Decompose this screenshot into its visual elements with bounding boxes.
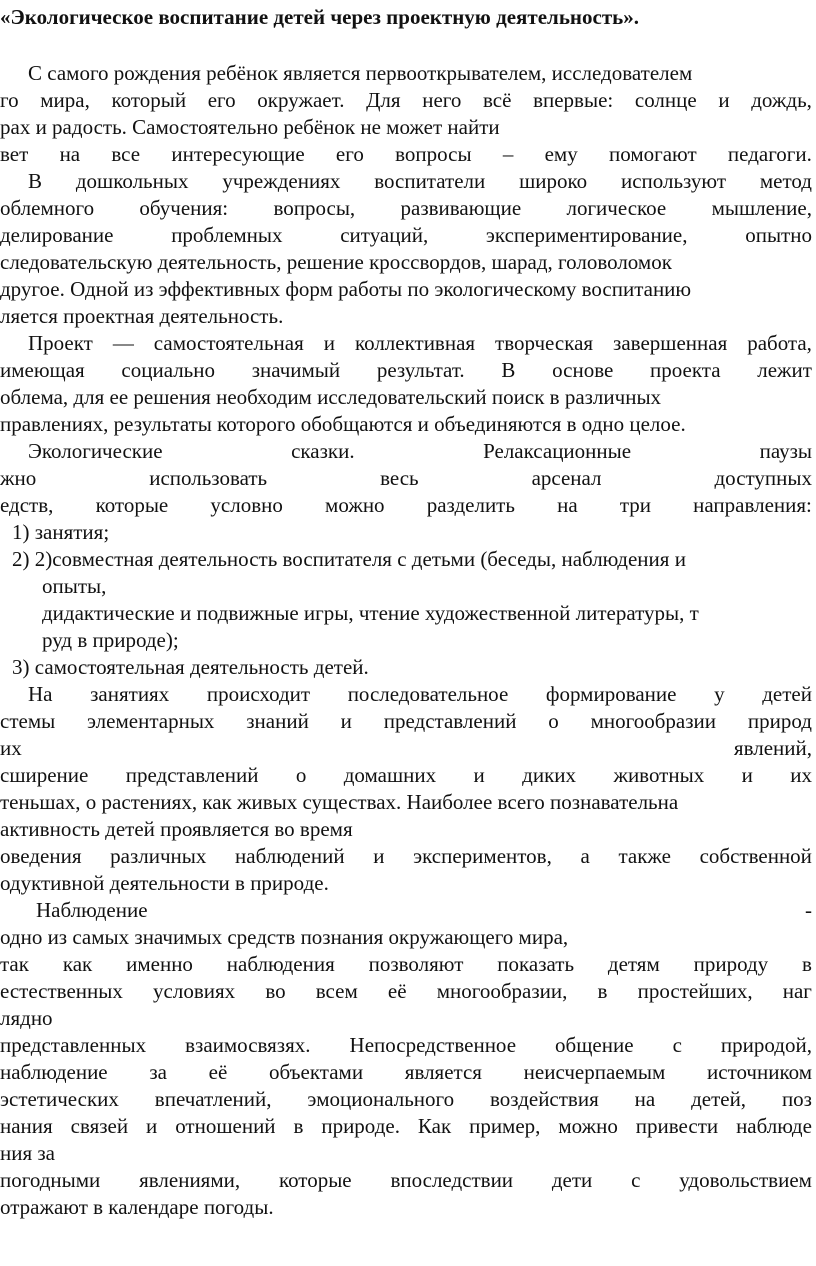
word: о	[295, 763, 307, 787]
paragraph-line	[0, 762, 812, 788]
paragraph-line: 1) занятия;	[12, 520, 110, 544]
word: дошкольных	[75, 169, 189, 193]
paragraph-line	[28, 681, 812, 707]
paragraph-line: ния за	[0, 1141, 56, 1165]
word: наблюде	[736, 1114, 812, 1138]
word: общение	[555, 1033, 634, 1057]
word: ему	[544, 142, 578, 166]
word: и	[340, 709, 352, 733]
paragraph-line	[0, 1032, 812, 1058]
word: многообразии	[590, 709, 717, 733]
word: мира,	[40, 88, 90, 112]
word: у	[714, 682, 725, 706]
word: так	[0, 952, 29, 976]
word: обучения:	[139, 196, 229, 220]
word: проекта	[650, 358, 721, 382]
word: детей	[762, 682, 812, 706]
word: о	[548, 709, 559, 733]
word: сказки.	[291, 439, 355, 463]
paragraph-line	[28, 168, 812, 194]
word: за	[149, 1060, 167, 1084]
word: едств,	[0, 493, 54, 517]
word: в	[293, 1114, 304, 1138]
paragraph-line: 3) самостоятельная деятельность детей.	[12, 655, 369, 679]
word: имеющая	[0, 358, 85, 382]
word: её	[387, 979, 407, 1003]
word: в	[597, 979, 608, 1003]
word: —	[112, 331, 134, 355]
word: на	[557, 493, 578, 517]
word: диких	[522, 763, 577, 787]
word: условиях	[153, 979, 236, 1003]
word: последовательное	[347, 682, 509, 706]
word: социально	[121, 358, 215, 382]
word: В	[501, 358, 516, 382]
word: и	[323, 331, 335, 355]
word: а	[580, 844, 590, 868]
word: на	[59, 142, 81, 166]
word: Релаксационные	[483, 439, 632, 463]
paragraph-line: другое. Одной из эффективных форм работы по экологическому воспитанию	[0, 277, 692, 301]
word: его	[207, 88, 236, 112]
word: позволяют	[368, 952, 464, 976]
word: результат.	[376, 358, 465, 382]
paragraph-line: рах и радость. Самостоятельно ребёнок не может найти	[0, 115, 500, 139]
word: простейших,	[637, 979, 753, 1003]
word: домашних	[343, 763, 437, 787]
word: дети	[551, 1168, 593, 1192]
word: объектами	[269, 1060, 364, 1084]
word: три	[619, 493, 651, 517]
paragraph-line: дидактические и подвижные игры, чтение художественной литературы, т	[42, 601, 699, 625]
word: стемы	[0, 709, 56, 733]
word: можно	[325, 493, 385, 517]
word: поз	[781, 1087, 812, 1111]
word: –	[502, 142, 514, 166]
paragraph-line: активность детей проявляется во время	[0, 817, 353, 841]
word: ситуаций,	[340, 223, 429, 247]
word: учреждениях	[222, 169, 341, 193]
word: все	[111, 142, 141, 166]
word: творческая	[495, 331, 594, 355]
word: природой,	[720, 1033, 812, 1057]
word: представлений	[125, 763, 259, 787]
word: использовать	[149, 466, 268, 490]
word: облемного	[0, 196, 95, 220]
paragraph-line	[0, 978, 812, 1004]
word: впечатлений,	[154, 1087, 272, 1111]
word: естественных	[0, 979, 123, 1003]
word: их	[790, 763, 812, 787]
word: наблюдение	[0, 1060, 108, 1084]
word: и	[718, 88, 730, 112]
word: природе.	[321, 1114, 400, 1138]
word: помогают	[608, 142, 697, 166]
word: занятиях	[90, 682, 170, 706]
word: её	[208, 1060, 228, 1084]
word: которые	[95, 493, 169, 517]
word: вет	[0, 142, 29, 166]
word: детям	[607, 952, 660, 976]
word: используют	[620, 169, 727, 193]
word: и	[741, 763, 753, 787]
document-title: «Экологическое воспитание детей через проектную деятельность».	[0, 5, 640, 29]
word: впоследствии	[390, 1168, 514, 1192]
word: привести	[635, 1114, 719, 1138]
word: впервые:	[533, 88, 614, 112]
word: с	[631, 1168, 641, 1192]
paragraph-line: теньшах, о растениях, как живых существах. Наиболее всего познавательна	[0, 790, 679, 814]
word: пример,	[469, 1114, 541, 1138]
paragraph-line	[0, 195, 812, 221]
word: формирование	[545, 682, 677, 706]
word: делирование	[0, 223, 114, 247]
word: самостоятельная	[153, 331, 304, 355]
word: солнце	[634, 88, 697, 112]
word: -	[805, 898, 812, 922]
word: логическое	[566, 196, 667, 220]
word: вопросы	[395, 142, 472, 166]
word: лежит	[757, 358, 812, 382]
paragraph-line	[0, 492, 812, 518]
word: всем	[315, 979, 358, 1003]
word: неисчерпаемым	[523, 1060, 666, 1084]
paragraph-line: лядно	[0, 1006, 53, 1030]
word: источником	[707, 1060, 812, 1084]
word: проблемных	[171, 223, 283, 247]
paragraph-line	[0, 1113, 812, 1139]
word: него	[422, 88, 462, 112]
word: представленных	[0, 1033, 147, 1057]
word: метод	[759, 169, 812, 193]
word: как	[62, 952, 93, 976]
word: жно	[0, 466, 37, 490]
word: связей	[70, 1114, 129, 1138]
word: различных	[110, 844, 207, 868]
word: работа,	[747, 331, 812, 355]
paragraph-line	[0, 951, 812, 977]
word: доступных	[714, 466, 812, 490]
word: и	[373, 844, 385, 868]
word: опытно	[745, 223, 812, 247]
word: погодными	[0, 1168, 101, 1192]
paragraph-line	[0, 708, 812, 734]
paragraph-line	[0, 87, 812, 113]
word: природ	[747, 709, 812, 733]
word: мышление,	[711, 196, 812, 220]
word: вопросы,	[273, 196, 356, 220]
word: явлениями,	[139, 1168, 241, 1192]
paragraph-line	[36, 897, 812, 923]
word: Наблюдение	[36, 898, 148, 922]
paragraph-line: С самого рождения ребёнок является первооткрывателем, исследователем	[28, 61, 693, 85]
word: экспериментов,	[413, 844, 552, 868]
word: разделить	[426, 493, 515, 517]
word: направления:	[693, 493, 812, 517]
word: Проект	[28, 331, 93, 355]
paragraph-line	[0, 465, 812, 491]
word: арсенал	[531, 466, 602, 490]
word: интересующие	[171, 142, 305, 166]
word: оведения	[0, 844, 82, 868]
word: и	[473, 763, 485, 787]
paragraph-line	[0, 357, 812, 383]
word: на	[634, 1087, 656, 1111]
word: является	[404, 1060, 482, 1084]
word: Непосредственное	[349, 1033, 517, 1057]
word: явлений,	[733, 736, 812, 760]
word: наблюдений	[235, 844, 345, 868]
word: широко	[519, 169, 588, 193]
paragraph-line	[0, 843, 812, 869]
word: его	[335, 142, 364, 166]
word: На	[28, 682, 53, 706]
word: показать	[497, 952, 575, 976]
word: и	[146, 1114, 158, 1138]
word: взаимосвязях.	[185, 1033, 311, 1057]
paragraph-line: руд в природе);	[42, 628, 179, 652]
word: сширение	[0, 763, 89, 787]
word: значимый	[251, 358, 341, 382]
paragraph-line	[0, 1059, 812, 1085]
word: элементарных	[87, 709, 215, 733]
word: именно	[126, 952, 193, 976]
word: воспитатели	[374, 169, 486, 193]
word: их	[0, 736, 22, 760]
word: также	[618, 844, 671, 868]
paragraph-line	[0, 222, 812, 248]
paragraph-line: одуктивной деятельности в природе.	[0, 871, 329, 895]
word: коллективная	[354, 331, 476, 355]
word: В	[28, 169, 43, 193]
word: весь	[380, 466, 419, 490]
word: го	[0, 88, 19, 112]
word: окружает.	[257, 88, 345, 112]
paragraph-line	[0, 141, 812, 167]
word: природу	[693, 952, 769, 976]
word: с	[672, 1033, 682, 1057]
word: который	[111, 88, 187, 112]
word: во	[265, 979, 286, 1003]
word: воздействия	[490, 1087, 599, 1111]
word: паузы	[759, 439, 812, 463]
word: отношений	[175, 1114, 276, 1138]
word: нания	[0, 1114, 53, 1138]
paragraph-line: правлениях, результаты которого обобщаются и объединяются в одно целое.	[0, 412, 686, 436]
paragraph-line	[28, 438, 812, 464]
paragraph-line	[0, 1086, 812, 1112]
word: дождь,	[751, 88, 812, 112]
paragraph-line: одно из самых значимых средств познания окружающего мира,	[0, 925, 569, 949]
word: можно	[558, 1114, 618, 1138]
word: основе	[552, 358, 614, 382]
word: Для	[366, 88, 401, 112]
word: животных	[613, 763, 705, 787]
word: собственной	[699, 844, 812, 868]
paragraph-line	[0, 1167, 812, 1193]
word: представлений	[383, 709, 517, 733]
word: всё	[483, 88, 512, 112]
paragraph-line	[0, 735, 812, 761]
word: Как	[417, 1114, 452, 1138]
word: детей,	[691, 1087, 747, 1111]
paragraph-line: облема, для ее решения необходим исследовательский поиск в различных	[0, 385, 662, 409]
word: в	[802, 952, 812, 976]
paragraph-line: следовательскую деятельность, решение кроссвордов, шарад, головоломок	[0, 250, 672, 274]
paragraph-line: 2) 2)совместная деятельность воспитателя с детьми (беседы, наблюдения и	[12, 547, 686, 571]
paragraph-line: опыты,	[42, 574, 107, 598]
word: происходит	[206, 682, 311, 706]
word: удовольствием	[679, 1168, 812, 1192]
word: наг	[782, 979, 812, 1003]
word: знаний	[246, 709, 309, 733]
word: завершенная	[613, 331, 728, 355]
word: которые	[278, 1168, 352, 1192]
paragraph-line	[28, 330, 812, 356]
paragraph-line: ляется проектная деятельность.	[0, 304, 284, 328]
word: многообразии,	[436, 979, 568, 1003]
word: экспериментирование,	[485, 223, 688, 247]
word: развивающие	[400, 196, 522, 220]
word: эстетических	[0, 1087, 119, 1111]
word: Экологические	[28, 439, 163, 463]
word: наблюдения	[226, 952, 335, 976]
paragraph-line: отражают в календаре погоды.	[0, 1195, 274, 1219]
word: условно	[210, 493, 283, 517]
word: педагоги.	[727, 142, 812, 166]
word: эмоционального	[307, 1087, 455, 1111]
